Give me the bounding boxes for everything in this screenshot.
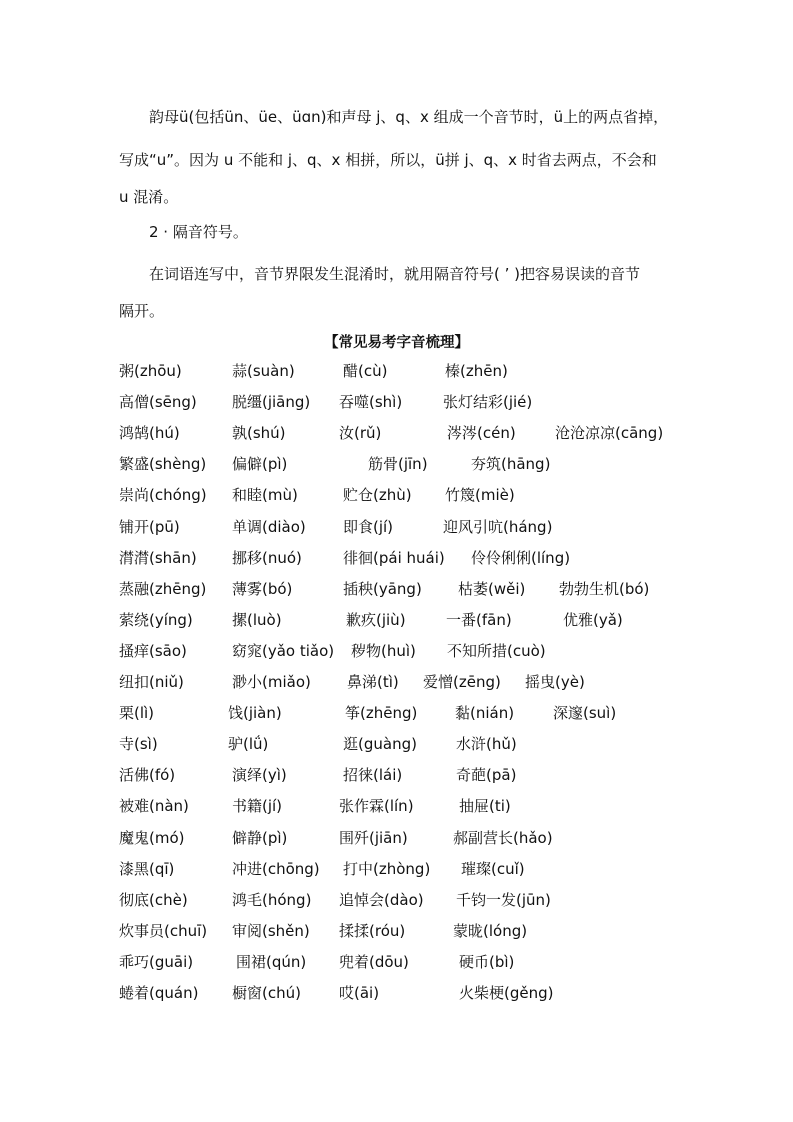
vocab-item: 饯(jiàn): [228, 704, 282, 723]
vocab-item: 涔涔(cén): [447, 424, 516, 443]
vocab-item: 蒜(suàn): [232, 362, 295, 380]
vocab-item: 渺小(miǎo): [232, 673, 311, 691]
vocab-item: 纽扣(niǔ): [119, 673, 184, 691]
vocab-item: 寺(sì): [119, 735, 158, 754]
vocab-item: 张灯结彩(jié): [443, 393, 533, 412]
vocab-item: 魔鬼(mó): [119, 828, 185, 847]
section-title: 【常见易考字音梳理】: [324, 335, 469, 351]
vocab-item: 追悼会(dào): [339, 890, 424, 909]
vocab-row: [0, 578, 793, 602]
vocab-item: 书籍(jí): [232, 797, 283, 816]
vocab-item: 贮仓(zhù): [343, 486, 412, 505]
paragraph-line-1: 韵母ü(包括ün、üe、üɑn)和声母 j、q、x 组成一个音节时，ü上的两点省掉，: [149, 108, 669, 126]
vocab-item: 奇葩(pā): [456, 766, 517, 785]
vocab-item: 醋(cù): [343, 362, 388, 380]
vocab-item: 张作霖(lín): [339, 797, 414, 816]
vocab-item: 偏僻(pì): [232, 455, 288, 474]
vocab-item: 孰(shú): [232, 424, 286, 443]
vocab-item: 优雅(yǎ): [563, 610, 623, 629]
vocab-row: [0, 951, 793, 975]
vocab-row: [0, 391, 793, 415]
vocab-row: [0, 795, 793, 819]
vocab-row: [0, 640, 793, 664]
vocab-item: 栗(lì): [119, 704, 155, 723]
vocab-item: 活佛(fó): [119, 766, 176, 785]
vocab-item: 摇曳(yè): [525, 673, 585, 691]
vocab-item: 水浒(hǔ): [456, 735, 517, 754]
paragraph-line-4: 在词语连写中，音节界限发生混淆时，就用隔音符号( ’ )把容易误读的音节: [149, 265, 641, 283]
vocab-item: 招徕(lái): [343, 766, 403, 785]
vocab-item: 挪移(nuó): [232, 548, 302, 567]
vocab-item: 火柴梗(gěng): [459, 984, 554, 1002]
vocab-item: 冲进(chōng): [232, 859, 320, 878]
vocab-item: 逛(guàng): [343, 735, 417, 754]
vocab-item: 榛(zhēn): [445, 362, 508, 380]
vocab-item: 薄雾(bó): [232, 579, 293, 598]
vocab-item: 崇尚(chóng): [119, 486, 207, 505]
vocab-item: 单调(diào): [232, 517, 306, 536]
vocab-item: 徘徊(pái huái): [343, 548, 445, 567]
vocab-row: [0, 360, 793, 384]
vocab-item: 一番(fān): [446, 610, 512, 629]
vocab-item: 潸潸(shān): [119, 548, 197, 567]
vocab-item: 鸿鹄(hú): [119, 424, 180, 443]
vocab-item: 枯萎(wěi): [458, 579, 526, 598]
vocab-item: 被难(nàn): [119, 797, 189, 816]
vocab-item: 搔痒(sāo): [119, 641, 187, 660]
vocab-item: 演绎(yì): [232, 766, 287, 785]
vocab-item: 筋骨(jīn): [368, 455, 428, 474]
vocab-item: 审阅(shěn): [232, 921, 310, 940]
paragraph-line-2: 写成“u”。因为 u 不能和 j、q、x 相拼，所以，ü拼 j、q、x 时省去两点，不会和: [119, 151, 657, 169]
vocab-item: 夯筑(hāng): [471, 455, 551, 474]
paragraph-line-5: 隔开。: [119, 302, 165, 320]
vocab-item: 漆黑(qī): [119, 859, 175, 878]
vocab-item: 打中(zhòng): [343, 859, 431, 878]
vocab-item: 蒙昽(lóng): [453, 921, 528, 940]
vocab-item: 黏(nián): [455, 704, 515, 723]
vocab-item: 筝(zhēng): [345, 704, 418, 723]
vocab-row: [0, 422, 793, 446]
vocab-item: 沧沧凉凉(cāng): [555, 424, 664, 443]
vocab-row: [0, 484, 793, 508]
vocab-item: 汝(rǔ): [339, 424, 382, 443]
vocab-row: [0, 671, 793, 695]
vocab-item: 璀璨(cuǐ): [461, 859, 525, 878]
vocab-item: 鼻涕(tì): [347, 673, 399, 691]
vocab-item: 不知所措(cuò): [447, 641, 546, 660]
vocab-row: [0, 889, 793, 913]
vocab-item: 迎风引吭(háng): [443, 517, 553, 536]
vocab-item: 乖巧(guāi): [119, 952, 194, 971]
vocab-item: 硬币(bì): [459, 952, 515, 971]
vocab-row: [0, 547, 793, 571]
vocab-item: 和睦(mù): [232, 486, 298, 505]
vocab-item: 萦绕(yíng): [119, 610, 193, 629]
vocab-item: 歉疚(jiù): [346, 610, 406, 629]
vocab-item: 哎(āi): [339, 984, 380, 1002]
vocab-item: 深邃(suì): [553, 704, 617, 723]
vocab-item: 秽物(huì): [351, 641, 416, 660]
vocab-item: 蒸融(zhēng): [119, 579, 207, 598]
vocab-item: 兜着(dōu): [339, 952, 409, 971]
vocab-item: 粥(zhōu): [119, 362, 182, 380]
vocab-item: 插秧(yāng): [343, 579, 422, 598]
vocab-item: 即食(jí): [343, 517, 394, 536]
vocab-row: [0, 702, 793, 726]
vocab-item: 高僧(sēng): [119, 393, 197, 412]
vocab-item: 勃勃生机(bó): [559, 579, 650, 598]
section-heading-2: 2 · 隔音符号。: [149, 223, 248, 241]
vocab-item: 炊事员(chuī): [119, 921, 208, 940]
vocab-item: 彻底(chè): [119, 890, 188, 909]
vocab-item: 铺开(pū): [119, 517, 180, 536]
vocab-item: 吞噬(shì): [339, 393, 403, 412]
vocab-item: 僻静(pì): [232, 828, 288, 847]
vocab-row: [0, 764, 793, 788]
vocab-item: 蜷着(quán): [119, 984, 199, 1002]
vocab-row: [0, 858, 793, 882]
vocab-row: [0, 827, 793, 851]
vocab-row: [0, 920, 793, 944]
vocab-row: [0, 609, 793, 633]
vocab-item: 郝副营长(hǎo): [453, 828, 553, 847]
vocab-item: 伶伶俐俐(líng): [471, 548, 571, 567]
vocab-item: 围歼(jiān): [339, 828, 408, 847]
vocab-row: [0, 516, 793, 540]
paragraph-line-3: u 混淆。: [119, 188, 179, 206]
vocab-item: 窈窕(yǎo tiǎo): [232, 641, 335, 660]
vocab-row: [0, 982, 793, 1006]
vocab-row: [0, 453, 793, 477]
vocab-item: 脱缰(jiāng): [232, 393, 311, 412]
vocab-item: 抽屉(ti): [459, 797, 511, 816]
vocab-item: 繁盛(shèng): [119, 455, 207, 474]
vocab-row: [0, 733, 793, 757]
vocab-item: 驴(lǘ): [228, 735, 269, 754]
vocab-item: 围裙(qún): [236, 952, 307, 971]
vocab-item: 千钧一发(jūn): [456, 890, 551, 909]
vocab-item: 橱窗(chú): [232, 984, 301, 1002]
vocab-item: 摞(luò): [232, 610, 282, 629]
vocab-item: 揉揉(róu): [339, 921, 406, 940]
vocab-item: 爱憎(zēng): [423, 673, 501, 691]
vocab-item: 鸿毛(hóng): [232, 890, 312, 909]
vocab-item: 竹篾(miè): [445, 486, 515, 505]
